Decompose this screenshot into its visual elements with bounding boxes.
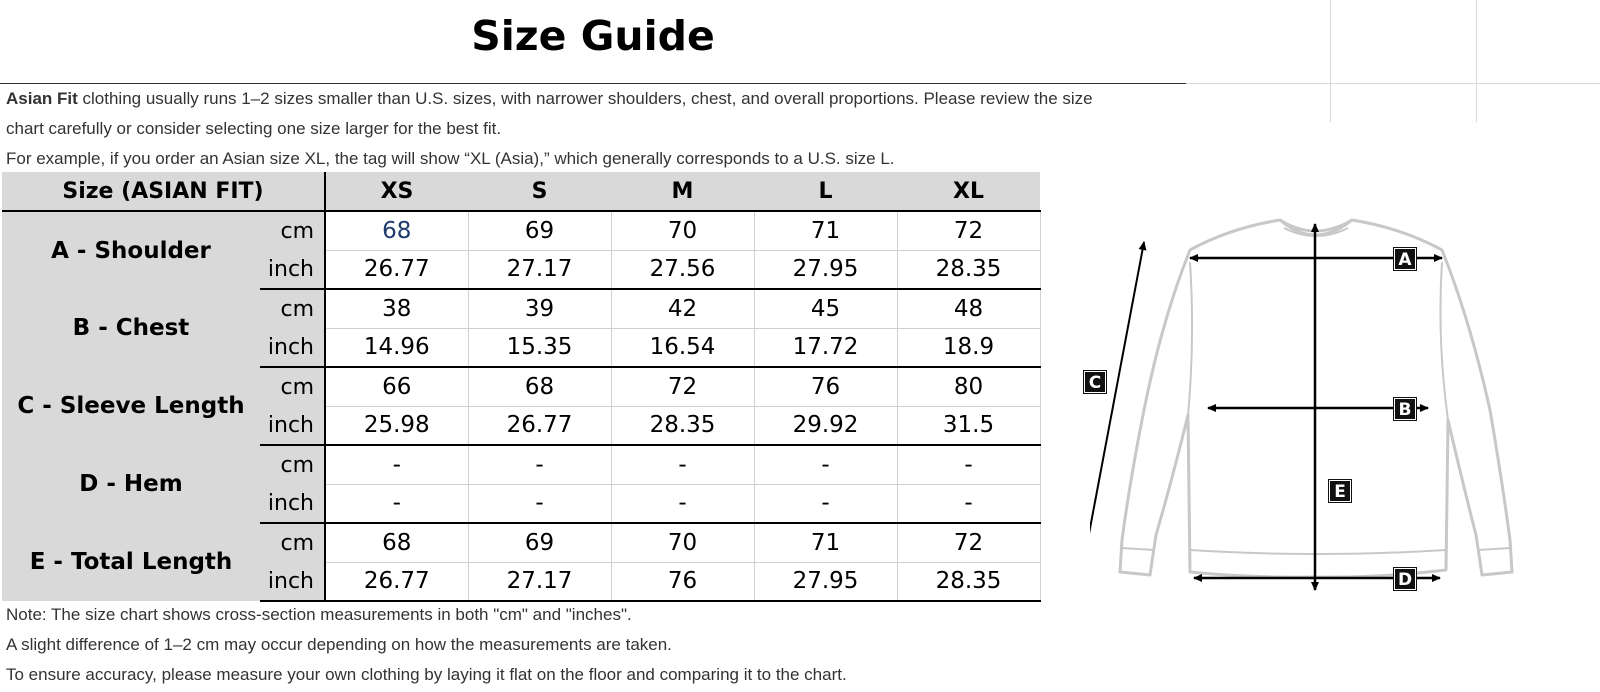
table-cell: 31.5 xyxy=(897,406,1040,445)
measure-label-shoulder: A - Shoulder xyxy=(2,211,260,289)
table-cell: 27.95 xyxy=(754,562,897,601)
intro-example: For example, if you order an Asian size XL, the tag will show “XL (Asia),” which generally corresponds to a U.S. size L. xyxy=(6,149,895,168)
table-cell: 68 xyxy=(325,523,468,562)
table-row xyxy=(2,523,1040,562)
table-row xyxy=(2,211,1040,250)
unit-inch: inch xyxy=(260,250,325,289)
measurement-diagram xyxy=(1090,200,1570,620)
asian-fit-bold: Asian Fit xyxy=(6,89,78,108)
table-cell: 45 xyxy=(754,289,897,328)
size-header-l: L xyxy=(754,172,897,211)
table-cell: 71 xyxy=(754,523,897,562)
table-cell: - xyxy=(754,445,897,484)
unit-inch: inch xyxy=(260,562,325,601)
table-cell: - xyxy=(325,484,468,523)
table-cell: 25.98 xyxy=(325,406,468,445)
table-row xyxy=(2,289,1040,328)
table-cell: 68 xyxy=(325,211,468,250)
table-cell: - xyxy=(611,445,754,484)
table-cell: 17.72 xyxy=(754,328,897,367)
table-cell: 39 xyxy=(468,289,611,328)
label-b-tag: B xyxy=(1394,398,1416,420)
table-cell: 27.95 xyxy=(754,250,897,289)
note-line-3: To ensure accuracy, please measure your own clothing by laying it flat on the floor and comparing it to the chart. xyxy=(6,665,847,684)
table-cell: 26.77 xyxy=(325,250,468,289)
table-cell: 71 xyxy=(754,211,897,250)
table-cell: 70 xyxy=(611,523,754,562)
size-table xyxy=(2,172,1041,602)
size-header-xs: XS xyxy=(325,172,468,211)
arrow-sleeve xyxy=(1090,242,1144,592)
table-cell: 14.96 xyxy=(325,328,468,367)
table-cell: 68 xyxy=(468,367,611,406)
table-cell: 69 xyxy=(468,523,611,562)
table-cell: - xyxy=(325,445,468,484)
table-cell: 76 xyxy=(754,367,897,406)
table-cell: 26.77 xyxy=(468,406,611,445)
table-cell: - xyxy=(468,445,611,484)
measure-label-total-length: E - Total Length xyxy=(2,523,260,601)
intro-line-1 xyxy=(6,84,1186,114)
sheet-gridline xyxy=(1330,0,1331,122)
unit-inch: inch xyxy=(260,406,325,445)
table-cell: 42 xyxy=(611,289,754,328)
table-cell: 72 xyxy=(897,523,1040,562)
table-cell: 72 xyxy=(611,367,754,406)
unit-cm: cm xyxy=(260,523,325,562)
table-cell: 16.54 xyxy=(611,328,754,367)
table-cell: - xyxy=(754,484,897,523)
unit-inch: inch xyxy=(260,484,325,523)
table-cell: 76 xyxy=(611,562,754,601)
sweatshirt-diagram xyxy=(1090,200,1570,620)
measure-label-chest: B - Chest xyxy=(2,289,260,367)
table-cell: 15.35 xyxy=(468,328,611,367)
table-cell: 48 xyxy=(897,289,1040,328)
label-c-tag: C xyxy=(1084,371,1106,393)
sheet-gridline xyxy=(1186,83,1600,84)
table-cell: 26.77 xyxy=(325,562,468,601)
table-cell: 28.35 xyxy=(897,562,1040,601)
size-header-s: S xyxy=(468,172,611,211)
table-cell: 27.56 xyxy=(611,250,754,289)
table-cell: 72 xyxy=(897,211,1040,250)
unit-cm: cm xyxy=(260,367,325,406)
table-cell: - xyxy=(897,484,1040,523)
table-cell: 29.92 xyxy=(754,406,897,445)
table-cell: 27.17 xyxy=(468,562,611,601)
note-line-1: Note: The size chart shows cross-section measurements in both "cm" and "inches". xyxy=(6,605,632,624)
unit-inch: inch xyxy=(260,328,325,367)
table-cell: 27.17 xyxy=(468,250,611,289)
label-a-tag: A xyxy=(1394,248,1416,270)
table-row xyxy=(2,445,1040,484)
notes xyxy=(0,600,1100,690)
label-e-tag: E xyxy=(1329,480,1351,502)
label-d-tag: D xyxy=(1394,568,1416,590)
intro-text xyxy=(0,83,1186,144)
table-cell: 28.35 xyxy=(611,406,754,445)
table-cell: - xyxy=(897,445,1040,484)
intro-text-1: clothing usually runs 1–2 sizes smaller than U.S. sizes, with narrower shoulders, chest, and overall proportions. Please review the size xyxy=(77,89,1093,108)
table-cell: - xyxy=(611,484,754,523)
table-cell: 69 xyxy=(468,211,611,250)
size-header-xl: XL xyxy=(897,172,1040,211)
table-cell: 38 xyxy=(325,289,468,328)
table-cell: 18.9 xyxy=(897,328,1040,367)
table-cell: 28.35 xyxy=(897,250,1040,289)
size-header-row xyxy=(2,172,1040,211)
page-title: Size Guide xyxy=(471,12,715,60)
size-corner-header: Size (ASIAN FIT) xyxy=(2,172,325,211)
unit-cm: cm xyxy=(260,445,325,484)
table-cell: 70 xyxy=(611,211,754,250)
table-cell: - xyxy=(468,484,611,523)
size-header-m: M xyxy=(611,172,754,211)
measure-label-hem: D - Hem xyxy=(2,445,260,523)
table-cell: 80 xyxy=(897,367,1040,406)
measure-label-sleeve: C - Sleeve Length xyxy=(2,367,260,445)
intro-line-2: chart carefully or consider selecting one size larger for the best fit. xyxy=(6,119,502,138)
table-row xyxy=(2,367,1040,406)
sheet-gridline xyxy=(1476,0,1477,122)
unit-cm: cm xyxy=(260,289,325,328)
table-cell: 66 xyxy=(325,367,468,406)
unit-cm: cm xyxy=(260,211,325,250)
note-line-2: A slight difference of 1–2 cm may occur depending on how the measurements are taken. xyxy=(6,635,672,654)
